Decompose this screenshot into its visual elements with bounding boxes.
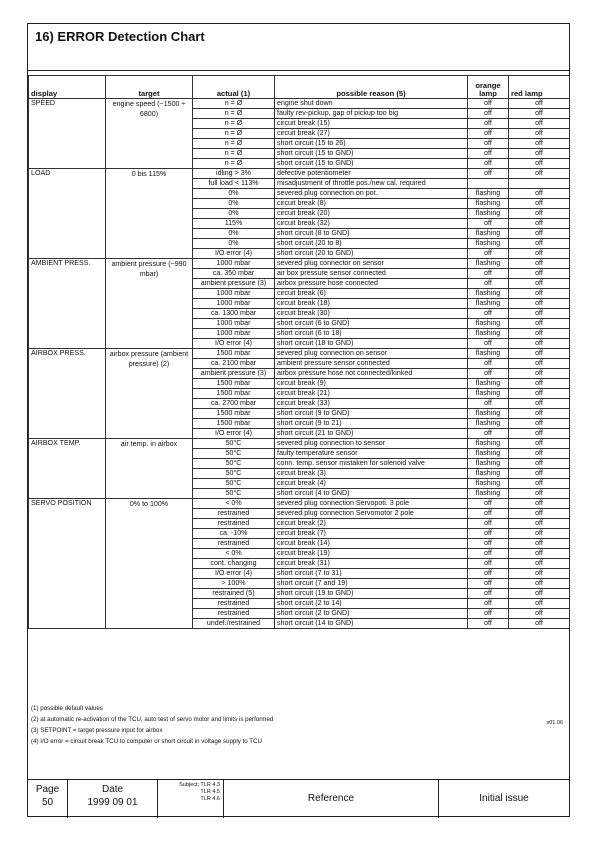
- cell-actual: ambient pressure (3): [193, 279, 275, 289]
- cell-red-lamp: off: [509, 239, 570, 249]
- cell-reason: short circuit (9 to 21): [275, 419, 468, 429]
- cell-reason: short circuit (6 to GND): [275, 319, 468, 329]
- cell-reason: short circuit (7 to 31): [275, 569, 468, 579]
- cell-reason: short circuit (15 to GND): [275, 149, 468, 159]
- cell-actual: 0%: [193, 209, 275, 219]
- header-actual: actual (1): [193, 76, 275, 99]
- cell-orange-lamp: flashing: [468, 379, 509, 389]
- cell-display: AIRBOX PRESS.: [29, 349, 106, 439]
- cell-actual: I/O error (4): [193, 339, 275, 349]
- cell-reason: short circuit (15 to GND): [275, 159, 468, 169]
- cell-red-lamp: off: [509, 279, 570, 289]
- cell-reason: short circuit (19 to GND): [275, 589, 468, 599]
- cell-orange-lamp: off: [468, 539, 509, 549]
- cell-orange-lamp: off: [468, 509, 509, 519]
- cell-orange-lamp: off: [468, 589, 509, 599]
- cell-red-lamp: off: [509, 599, 570, 609]
- cell-actual: restrained: [193, 509, 275, 519]
- cell-orange-lamp: off: [468, 309, 509, 319]
- cell-actual: restrained (5): [193, 589, 275, 599]
- cell-orange-lamp: off: [468, 579, 509, 589]
- cell-actual: cont. changing: [193, 559, 275, 569]
- page-number: 50: [41, 797, 54, 808]
- cell-red-lamp: off: [509, 589, 570, 599]
- cell-red-lamp: off: [509, 149, 570, 159]
- cell-actual: n = Ø: [193, 159, 275, 169]
- cell-red-lamp: off: [509, 359, 570, 369]
- cell-orange-lamp: flashing: [468, 259, 509, 269]
- cell-actual: 1000 mbar: [193, 259, 275, 269]
- cell-actual: 50°C: [193, 439, 275, 449]
- cell-actual: I/O error (4): [193, 429, 275, 439]
- cell-target: ambient pressure (~990 mbar): [106, 259, 193, 349]
- cell-actual: > 100%: [193, 579, 275, 589]
- cell-reason: circuit break (2): [275, 519, 468, 529]
- cell-red-lamp: off: [509, 339, 570, 349]
- page-title: 16) ERROR Detection Chart: [35, 29, 205, 44]
- footnote: (1) possible default values: [31, 705, 103, 712]
- cell-reason: short circuit (20 to 8): [275, 239, 468, 249]
- cell-reason: circuit break (9): [275, 379, 468, 389]
- cell-red-lamp: off: [509, 609, 570, 619]
- cell-reason: circuit break (19): [275, 549, 468, 559]
- cell-orange-lamp: off: [468, 119, 509, 129]
- cell-actual: 1500 mbar: [193, 409, 275, 419]
- cell-reason: airbox pressure hose not connected/kinked: [275, 369, 468, 379]
- cell-red-lamp: off: [509, 289, 570, 299]
- cell-red-lamp: off: [509, 249, 570, 259]
- cell-actual: restrained: [193, 519, 275, 529]
- cell-reason: misadjustment of throttle pos./new cal. required: [275, 179, 468, 189]
- cell-red-lamp: off: [509, 309, 570, 319]
- cell-orange-lamp: off: [468, 159, 509, 169]
- cell-orange-lamp: flashing: [468, 489, 509, 499]
- cell-red-lamp: off: [509, 189, 570, 199]
- cell-orange-lamp: flashing: [468, 299, 509, 309]
- cell-orange-lamp: off: [468, 519, 509, 529]
- cell-orange-lamp: off: [468, 369, 509, 379]
- cell-red-lamp: off: [509, 159, 570, 169]
- cell-actual: 0%: [193, 189, 275, 199]
- cell-orange-lamp: flashing: [468, 319, 509, 329]
- cell-reason: short circuit (2 to 14): [275, 599, 468, 609]
- cell-actual: I/O error (4): [193, 569, 275, 579]
- table-row: [29, 439, 570, 449]
- cell-actual: restrained: [193, 609, 275, 619]
- cell-red-lamp: off: [509, 329, 570, 339]
- cell-reason: short circuit (15 to 26): [275, 139, 468, 149]
- cell-reason: short circuit (14 to GND): [275, 619, 468, 629]
- cell-reason: short circuit (21 to GND): [275, 429, 468, 439]
- cell-display: LOAD: [29, 169, 106, 259]
- cell-red-lamp: off: [509, 389, 570, 399]
- cell-red-lamp: off: [509, 539, 570, 549]
- cell-red-lamp: off: [509, 269, 570, 279]
- cell-red-lamp: off: [509, 209, 570, 219]
- cell-actual: 50°C: [193, 469, 275, 479]
- page-label: Page: [35, 784, 60, 795]
- cell-orange-lamp: off: [468, 269, 509, 279]
- cell-red-lamp: off: [509, 399, 570, 409]
- cell-actual: < 0%: [193, 549, 275, 559]
- table-body: [29, 99, 570, 629]
- cell-red-lamp: off: [509, 169, 570, 179]
- cell-orange-lamp: off: [468, 249, 509, 259]
- cell-orange-lamp: flashing: [468, 419, 509, 429]
- cell-actual: < 0%: [193, 499, 275, 509]
- cell-red-lamp: off: [509, 449, 570, 459]
- cell-orange-lamp: flashing: [468, 389, 509, 399]
- cell-orange-lamp: flashing: [468, 189, 509, 199]
- revision-stamp: s01.06: [546, 720, 563, 726]
- cell-actual: 1000 mbar: [193, 319, 275, 329]
- cell-orange-lamp: [468, 179, 509, 189]
- error-detection-table: [28, 75, 570, 629]
- table-row: [29, 99, 570, 109]
- cell-red-lamp: off: [509, 379, 570, 389]
- footer-subject-cell: [158, 780, 224, 818]
- cell-orange-lamp: off: [468, 219, 509, 229]
- header-target: target: [106, 76, 193, 99]
- cell-reason: circuit break (15): [275, 119, 468, 129]
- cell-display: AMBIENT PRESS.: [29, 259, 106, 349]
- cell-actual: 1000 mbar: [193, 299, 275, 309]
- footer-reference-cell: Reference: [224, 780, 439, 818]
- cell-actual: 1500 mbar: [193, 389, 275, 399]
- cell-reason: circuit break (6): [275, 289, 468, 299]
- subject-line: TLR 4.6: [200, 796, 220, 802]
- document-page: [27, 23, 570, 817]
- cell-reason: short circuit (20 to GND): [275, 249, 468, 259]
- cell-red-lamp: [509, 179, 570, 189]
- cell-orange-lamp: flashing: [468, 199, 509, 209]
- cell-reason: engine shut down: [275, 99, 468, 109]
- cell-red-lamp: off: [509, 469, 570, 479]
- footer-page-cell: [28, 780, 68, 818]
- cell-orange-lamp: off: [468, 99, 509, 109]
- cell-actual: ca. 1300 mbar: [193, 309, 275, 319]
- subject-line: Subject: TLR 4.3: [179, 782, 220, 788]
- cell-orange-lamp: off: [468, 169, 509, 179]
- header-display: display: [29, 76, 106, 99]
- cell-display: SERVO POSITION: [29, 499, 106, 629]
- cell-red-lamp: off: [509, 109, 570, 119]
- cell-red-lamp: off: [509, 259, 570, 269]
- cell-orange-lamp: off: [468, 279, 509, 289]
- footnote: (3) SETPOINT = target pressure input for airbox: [31, 727, 163, 734]
- cell-actual: restrained: [193, 539, 275, 549]
- cell-red-lamp: off: [509, 409, 570, 419]
- cell-orange-lamp: flashing: [468, 229, 509, 239]
- cell-actual: 0%: [193, 229, 275, 239]
- cell-reason: circuit break (33): [275, 399, 468, 409]
- cell-red-lamp: off: [509, 99, 570, 109]
- cell-orange-lamp: flashing: [468, 209, 509, 219]
- cell-red-lamp: off: [509, 119, 570, 129]
- cell-orange-lamp: off: [468, 599, 509, 609]
- cell-reason: severed plug connection on pot.: [275, 189, 468, 199]
- cell-target: 0% to 100%: [106, 499, 193, 629]
- cell-reason: circuit break (7): [275, 529, 468, 539]
- cell-actual: restrained: [193, 599, 275, 609]
- cell-actual: I/O error (4): [193, 249, 275, 259]
- cell-reason: short circuit (18 to GND): [275, 339, 468, 349]
- cell-red-lamp: off: [509, 509, 570, 519]
- cell-reason: severed plug connection to sensor: [275, 439, 468, 449]
- cell-display: SPEED: [29, 99, 106, 169]
- cell-red-lamp: off: [509, 299, 570, 309]
- cell-red-lamp: off: [509, 519, 570, 529]
- cell-reason: air box pressure sensor connected: [275, 269, 468, 279]
- cell-orange-lamp: off: [468, 339, 509, 349]
- cell-actual: ca. 350 mbar: [193, 269, 275, 279]
- cell-reason: conn. temp. sensor mistaken for solenoid valve: [275, 459, 468, 469]
- cell-orange-lamp: flashing: [468, 239, 509, 249]
- cell-red-lamp: off: [509, 439, 570, 449]
- cell-red-lamp: off: [509, 459, 570, 469]
- footer-issue-cell: Initial issue: [479, 793, 529, 804]
- cell-actual: n = Ø: [193, 109, 275, 119]
- cell-reason: short circuit (4 to GND): [275, 489, 468, 499]
- cell-orange-lamp: off: [468, 559, 509, 569]
- footer-date-cell: [68, 780, 158, 818]
- cell-red-lamp: off: [509, 229, 570, 239]
- cell-reason: severed plug connection Servopoti. 3 pole: [275, 499, 468, 509]
- cell-red-lamp: off: [509, 199, 570, 209]
- table-row: [29, 349, 570, 359]
- cell-actual: full load < 113%: [193, 179, 275, 189]
- cell-actual: idling > 3%: [193, 169, 275, 179]
- cell-reason: circuit break (21): [275, 389, 468, 399]
- cell-actual: undef./restrained: [193, 619, 275, 629]
- cell-orange-lamp: off: [468, 139, 509, 149]
- cell-actual: 1000 mbar: [193, 329, 275, 339]
- date-value: 1999 09 01: [87, 797, 138, 808]
- cell-reason: short circuit (9 to GND): [275, 409, 468, 419]
- cell-red-lamp: off: [509, 529, 570, 539]
- cell-actual: n = Ø: [193, 119, 275, 129]
- cell-orange-lamp: flashing: [468, 439, 509, 449]
- cell-orange-lamp: off: [468, 529, 509, 539]
- cell-orange-lamp: off: [468, 569, 509, 579]
- cell-orange-lamp: off: [468, 619, 509, 629]
- cell-reason: faulty temperature sensor: [275, 449, 468, 459]
- cell-orange-lamp: off: [468, 149, 509, 159]
- cell-red-lamp: off: [509, 569, 570, 579]
- cell-actual: 1500 mbar: [193, 349, 275, 359]
- cell-red-lamp: off: [509, 129, 570, 139]
- cell-reason: airbox pressure hose connected: [275, 279, 468, 289]
- cell-actual: 50°C: [193, 459, 275, 469]
- cell-orange-lamp: flashing: [468, 289, 509, 299]
- cell-reason: circuit break (31): [275, 559, 468, 569]
- cell-target: engine speed (~1500 ÷ 6800): [106, 99, 193, 169]
- cell-actual: ca. -10%: [193, 529, 275, 539]
- cell-target: airbox pressure (ambient pressure) (2): [106, 349, 193, 439]
- cell-reason: circuit break (30): [275, 309, 468, 319]
- cell-reason: circuit break (8): [275, 199, 468, 209]
- cell-orange-lamp: off: [468, 129, 509, 139]
- cell-reason: severed plug connection on sensor: [275, 349, 468, 359]
- table-header-row: [29, 76, 570, 99]
- cell-red-lamp: off: [509, 319, 570, 329]
- cell-reason: circuit break (20): [275, 209, 468, 219]
- cell-actual: n = Ø: [193, 139, 275, 149]
- cell-reason: circuit break (4): [275, 479, 468, 489]
- cell-reason: defective potentiometer: [275, 169, 468, 179]
- cell-orange-lamp: off: [468, 399, 509, 409]
- cell-actual: n = Ø: [193, 149, 275, 159]
- cell-orange-lamp: flashing: [468, 469, 509, 479]
- cell-reason: circuit break (18): [275, 299, 468, 309]
- cell-orange-lamp: off: [468, 359, 509, 369]
- cell-actual: ambient pressure (3): [193, 369, 275, 379]
- cell-orange-lamp: off: [468, 549, 509, 559]
- date-label: Date: [101, 784, 124, 795]
- cell-red-lamp: off: [509, 139, 570, 149]
- cell-actual: n = Ø: [193, 129, 275, 139]
- cell-red-lamp: off: [509, 559, 570, 569]
- header-orange-lamp: orange lamp: [468, 76, 509, 99]
- cell-actual: 1500 mbar: [193, 379, 275, 389]
- cell-orange-lamp: flashing: [468, 409, 509, 419]
- cell-actual: 115%: [193, 219, 275, 229]
- cell-target: air temp. in airbox: [106, 439, 193, 499]
- cell-red-lamp: off: [509, 489, 570, 499]
- cell-red-lamp: off: [509, 619, 570, 629]
- cell-reason: short circuit (2 to GND): [275, 609, 468, 619]
- cell-orange-lamp: off: [468, 429, 509, 439]
- cell-target: 0 bis 115%: [106, 169, 193, 259]
- cell-reason: short circuit (7 and 19): [275, 579, 468, 589]
- cell-orange-lamp: flashing: [468, 479, 509, 489]
- footnote: (4) I/O error = circuit break TCU to computer or short circuit in voltage supply to TCU: [31, 738, 263, 745]
- table-row: [29, 499, 570, 509]
- cell-reason: severed plug connection Servomotor 2 pole: [275, 509, 468, 519]
- cell-actual: ca. 2100 mbar: [193, 359, 275, 369]
- cell-reason: circuit break (27): [275, 129, 468, 139]
- cell-reason: circuit break (32): [275, 219, 468, 229]
- cell-orange-lamp: off: [468, 499, 509, 509]
- footnote: (2) at automatic re-activation of the TCU, auto test of servo motor and limits is performed: [31, 716, 274, 723]
- header-red-lamp: red lamp: [509, 76, 570, 99]
- cell-reason: severed plug connector on sensor: [275, 259, 468, 269]
- table-row: [29, 259, 570, 269]
- cell-orange-lamp: flashing: [468, 459, 509, 469]
- cell-red-lamp: off: [509, 219, 570, 229]
- cell-actual: n = Ø: [193, 99, 275, 109]
- cell-orange-lamp: off: [468, 609, 509, 619]
- cell-actual: 50°C: [193, 479, 275, 489]
- cell-actual: 0%: [193, 199, 275, 209]
- cell-red-lamp: off: [509, 549, 570, 559]
- cell-orange-lamp: flashing: [468, 449, 509, 459]
- cell-red-lamp: off: [509, 579, 570, 589]
- cell-actual: ca. 2700 mbar: [193, 399, 275, 409]
- header-reason: possible reason (5): [275, 76, 468, 99]
- cell-red-lamp: off: [509, 499, 570, 509]
- cell-orange-lamp: flashing: [468, 329, 509, 339]
- subject-line: TLR 4.5: [200, 789, 220, 795]
- cell-actual: 50°C: [193, 449, 275, 459]
- cell-red-lamp: off: [509, 479, 570, 489]
- cell-red-lamp: off: [509, 349, 570, 359]
- footnotes: [31, 703, 273, 747]
- cell-reason: ambient pressure sensor connected: [275, 359, 468, 369]
- cell-orange-lamp: off: [468, 109, 509, 119]
- cell-display: AIRBOX TEMP.: [29, 439, 106, 499]
- cell-reason: short circuit (6 to 18): [275, 329, 468, 339]
- cell-red-lamp: off: [509, 369, 570, 379]
- cell-red-lamp: off: [509, 429, 570, 439]
- cell-reason: circuit break (14): [275, 539, 468, 549]
- cell-actual: 0%: [193, 239, 275, 249]
- title-divider: [28, 70, 569, 71]
- cell-actual: 1500 mbar: [193, 419, 275, 429]
- cell-actual: 50°C: [193, 489, 275, 499]
- cell-reason: circuit break (3): [275, 469, 468, 479]
- cell-orange-lamp: flashing: [468, 349, 509, 359]
- cell-red-lamp: off: [509, 419, 570, 429]
- cell-actual: 1000 mbar: [193, 289, 275, 299]
- page-footer: [28, 779, 569, 818]
- cell-reason: short circuit (8 to GND): [275, 229, 468, 239]
- table-row: [29, 169, 570, 179]
- cell-reason: faulty rev-pickup, gap of pickup too big: [275, 109, 468, 119]
